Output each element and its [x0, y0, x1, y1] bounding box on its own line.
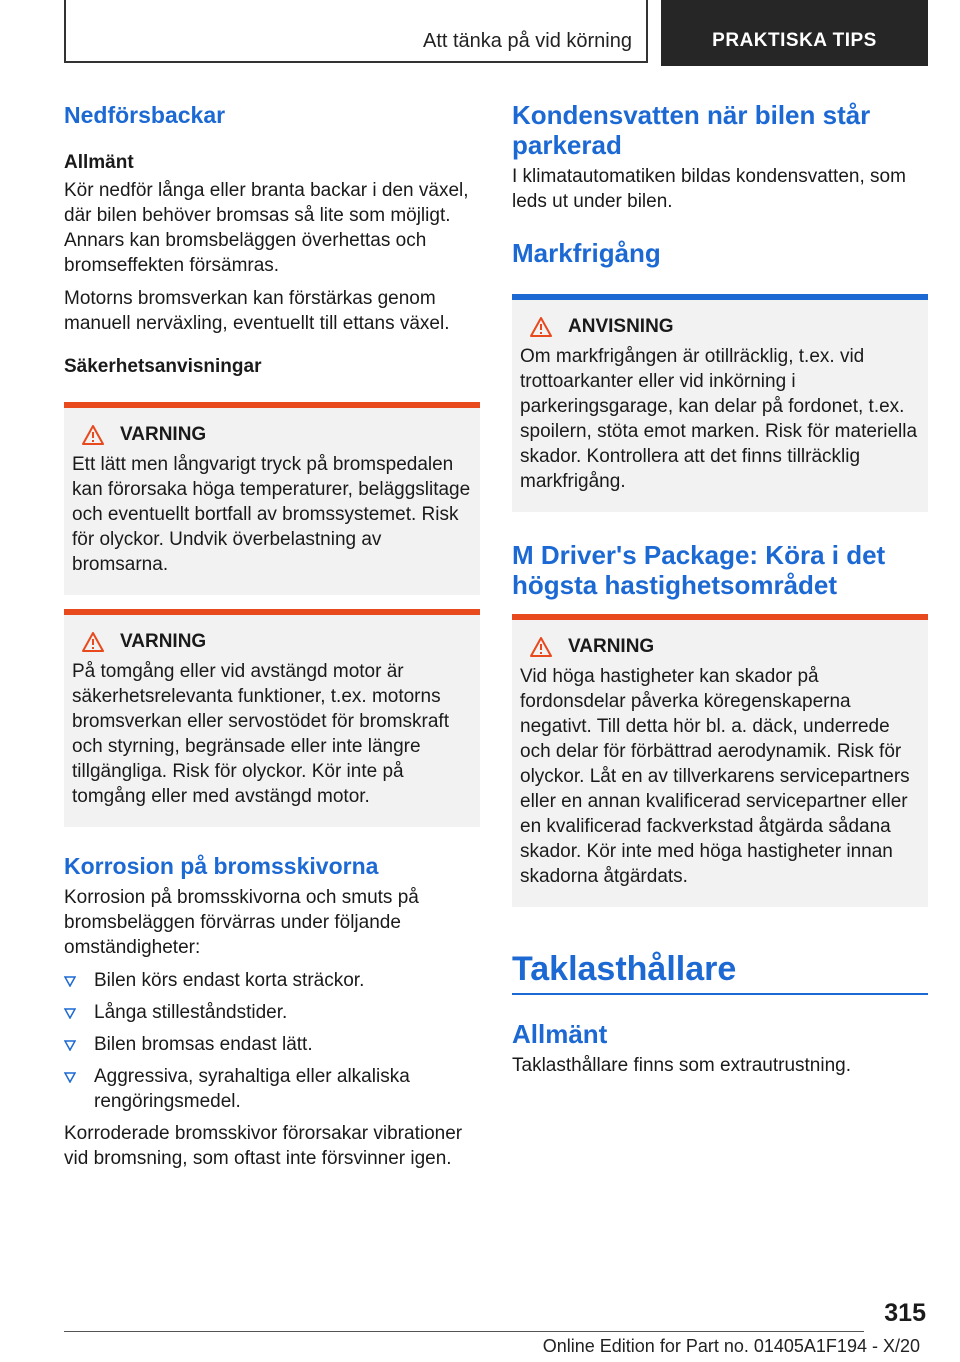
- heading-rule: [512, 993, 928, 995]
- warning-title-row: [82, 424, 472, 446]
- chapter-tab: [661, 0, 928, 66]
- warning-box-brake-pedal: [64, 402, 480, 595]
- warning-text: Vid höga hastigheter kan skador på fordonsdelar påverka köregenskaperna negativt. Till detta hör bl. a. däck, underrede och delar för förbättrad aerodynamik. Risk för olyckor. Låt en av tillverkarens servicepartners eller en annan kvalificerad servicepartner eller en kvalificerad fackverkstad åtgärda sådana skador. Kör inte med höga hastigheter innan skadorna åtgärdats.: [520, 666, 910, 887]
- section-title: Att tänka på vid körning: [422, 30, 632, 52]
- chapter-title: PRAKTISKA TIPS: [712, 30, 877, 51]
- triangle-bullet-icon: [64, 1040, 76, 1051]
- paragraph-downhill-2: Motorns bromsverkan kan förstärkas genom manuell nerväxling, eventuellt till ettans växel.: [64, 288, 450, 334]
- left-column: [64, 100, 480, 1171]
- heading-m-drivers-package: M Driver's Package: Köra i det högsta hastighetsområdet: [512, 540, 886, 600]
- paragraph-korrosion-outro: Korroderade bromsskivor förorsakar vibrationer vid bromsning, som oftast inte försvinner igen.: [64, 1123, 463, 1169]
- warning-box-idle: [64, 609, 480, 827]
- warning-triangle-icon: [82, 425, 104, 445]
- paragraph-taklasthallare: Taklasthållare finns som extrautrustning.: [512, 1055, 851, 1076]
- warning-title: VARNING: [120, 424, 207, 445]
- warning-title-row: [530, 636, 920, 658]
- triangle-bullet-icon: [64, 1072, 76, 1083]
- warning-title-row: [82, 631, 472, 653]
- heading-safety: Säkerhetsanvisningar: [64, 356, 262, 377]
- heading-kondensvatten: Kondensvatten när bilen står parkerad: [512, 100, 871, 160]
- paragraph-downhill-1: Kör nedför långa eller branta backar i den växel, där bilen behöver bromsas så lite som möjligt. Annars kan bromsbeläggen överhettas och bromseffekten försämras.: [64, 180, 469, 276]
- warning-box-high-speed: [512, 614, 928, 907]
- footer-divider: [64, 1331, 864, 1332]
- triangle-bullet-icon: [64, 976, 76, 987]
- korrosion-list: [64, 968, 480, 1114]
- list-item: Långa stilleståndstider.: [64, 1000, 480, 1025]
- heading-korrosion: Korrosion på bromsskivorna: [64, 853, 379, 879]
- triangle-bullet-icon: [64, 1008, 76, 1019]
- paragraph-korrosion-intro: Korrosion på bromsskivorna och smuts på bromsbeläggen förvärras under följande omständigheter:: [64, 887, 419, 958]
- notice-text: Om markfrigången är otillräcklig, t.ex. vid trottoarkanter eller vid inkörning i parkeringsgarage, kan delar på fordonet, t.ex. spoilern, stöta emot marken. Risk för materiella skador. Kontrollera att det finns tillräcklig markfrigång.: [520, 346, 918, 492]
- notice-box-ground-clearance: [512, 294, 928, 512]
- list-item: Bilen bromsas endast lätt.: [64, 1032, 480, 1057]
- list-item: Aggressiva, syrahaltiga eller alkaliska rengöringsmedel.: [64, 1064, 480, 1114]
- heading-taklasthallare: Taklasthållare: [512, 950, 737, 988]
- page-number: 315: [884, 1299, 926, 1327]
- warning-title: VARNING: [568, 636, 655, 657]
- warning-title: VARNING: [120, 631, 207, 652]
- warning-text: Ett lätt men långvarigt tryck på bromspedalen kan förorsaka höga temperaturer, beläggslitage och eventuellt bortfall av bromssystemet. Risk för olyckor. Undvik överbelastning av bromsarna.: [72, 454, 471, 575]
- paragraph-kondensvatten: I klimatautomatiken bildas kondensvatten, som leds ut under bilen.: [512, 166, 906, 212]
- footer-edition: Online Edition for Part no. 01405A1F194 - X/20: [542, 1336, 920, 1356]
- notice-title: ANVISNING: [568, 316, 674, 337]
- notice-title-row: [530, 316, 920, 338]
- page-header: [64, 0, 928, 66]
- heading-markfrigang: Markfrigång: [512, 238, 661, 268]
- heading-taklast-allmant: Allmänt: [512, 1019, 608, 1049]
- warning-triangle-icon: [530, 317, 552, 337]
- right-column: [512, 100, 928, 1078]
- warning-triangle-icon: [82, 632, 104, 652]
- list-item: Bilen körs endast korta sträckor.: [64, 968, 480, 993]
- heading-allmant: Allmänt: [64, 152, 134, 173]
- warning-text: På tomgång eller vid avstängd motor är säkerhetsrelevanta funktioner, t.ex. motorns bromsverkan eller servostödet för bromskraft och styrning, begränsade eller inte längre tillgängliga. Risk för olyckor. Kör inte på tomgång eller med avstängd motor.: [72, 661, 449, 807]
- warning-triangle-icon: [530, 637, 552, 657]
- section-tab: [64, 0, 648, 63]
- heading-nedforsbackar: Nedförsbackar: [64, 102, 226, 128]
